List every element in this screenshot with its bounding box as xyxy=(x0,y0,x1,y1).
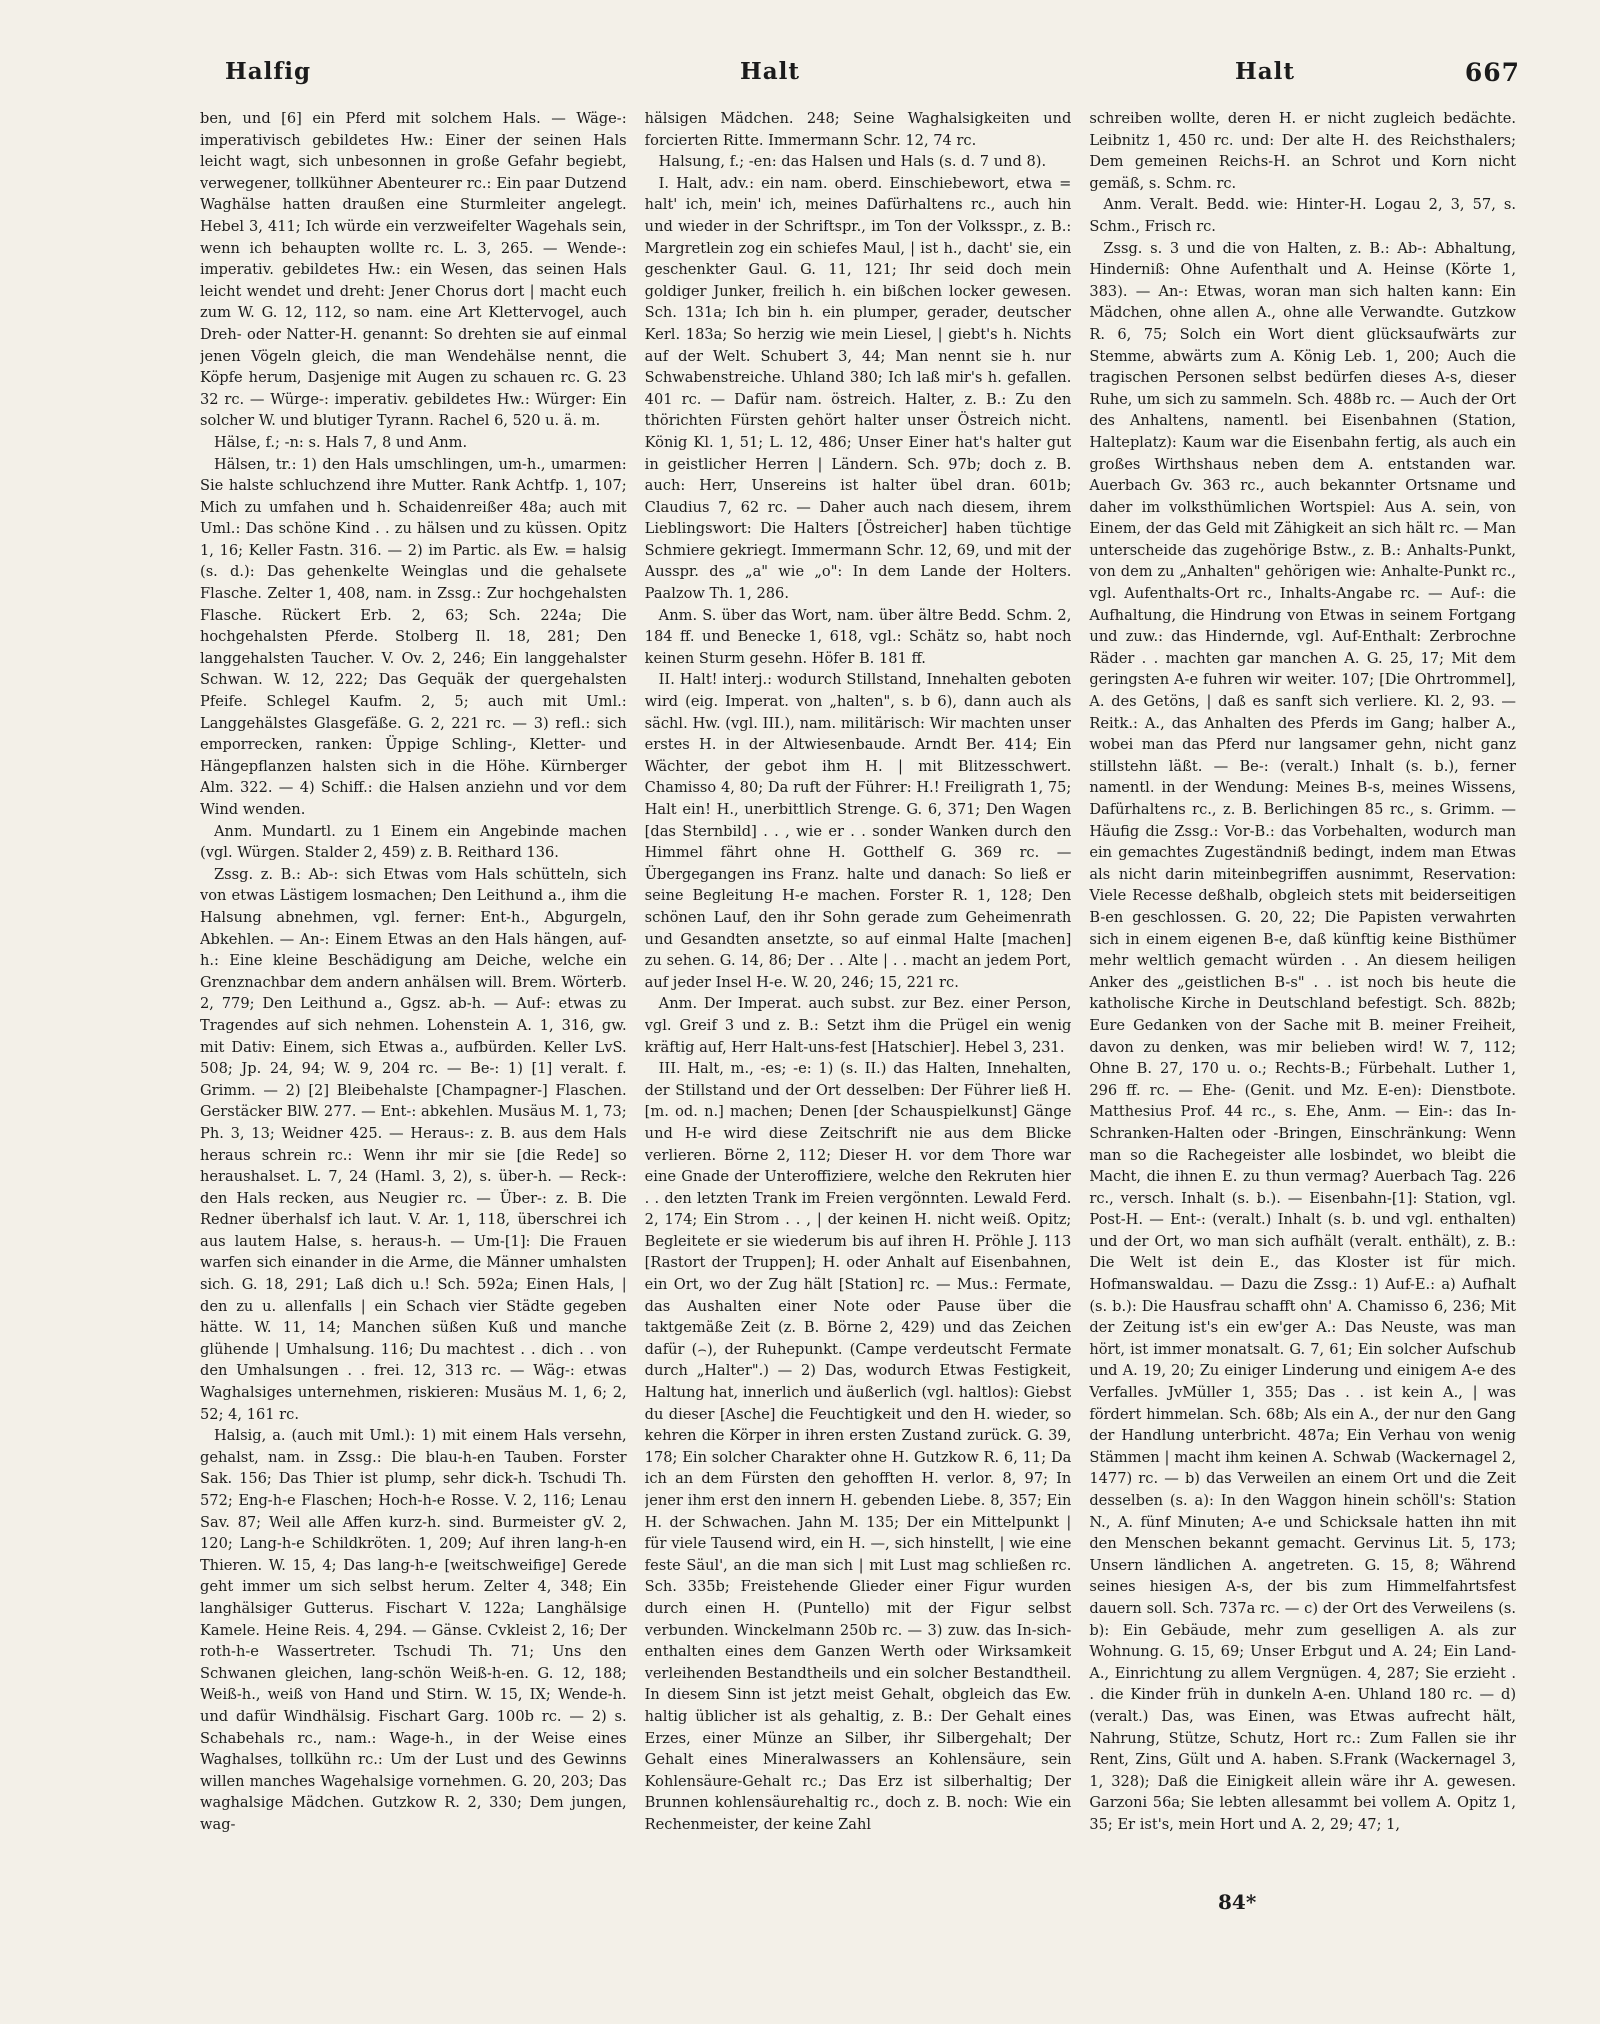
entry-paragraph: II. Halt! interj.: wodurch Stillstand, Innehalten geboten wird (eig. Imperat. von „halten", s. b 6), dann auch als sächl. Hw. (vgl. III.), nam. militärisch: Wir machten unser erstes H. in der Altwiesenbaude. Arndt Ber. 414; Ein Wächter, der gebot ihm H. | mit Blitzesschwert. Chamisso 4, 80; Da ruft der Führer: H.! Freiligrath 1, 75; Halt ein! H., unerbittlich Strenge. G. 6, 371; Den Wagen [das Sternbild] . . , wie er . . sonder Wanken durch den Himmel fährt ohne H. Gotthelf G. 369 rc. — Übergegangen ins Franz. halte und danach: So ließ er seine Begleitung H-e machen. Forster R. 1, 128; Den schönen Lauf, den ihr Sohn gerade zum Geheimenrath und Gesandten ansetzte, so auf einmal Halte [machen] zu sehen. G. 14, 86; Der . . Alte | . . macht an jedem Port, auf jeder Insel H-e. W. 20, 246; 15, 221 rc. xyxy=(644,671,1072,991)
entry-paragraph: Halsig, a. (auch mit Uml.): 1) mit einem Hals versehn, gehalst, nam. in Zssg.: Die blau-h-en Tauben. Forster Sak. 156; Das Thier ist plump, sehr dick-h. Tschudi Th. 572; Eng-h-e Flaschen; Hoch-h-e Rosse. V. 2, 116; Lenau Sav. 87; Weil alle Affen kurz-h. sind. Burmeister gV. 2, 120; Lang-h-e Schildkröten. 1, 209; Auf ihren lang-h-en Thieren. W. 15, 4; Das lang-h-e [weitschweifige] Gerede geht immer um sich selbst herum. Zelter 4, 348; Ein langhälsiger Gutterus. Fischart V. 122a; Langhälsige Kamele. Heine Reis. 4, 294. — Gänse. Cvkleist 2, 16; Der roth-h-e Wassertreter. Tschudi Th. 71; Uns den Schwanen gleichen, lang-schön Weiß-h-en. G. 12, 188; Weiß-h., weiß von Hand und Stirn. W. 15, IX; Wende-h. und dafür Windhälsig. Fischart Garg. 100b rc. — 2) s. Schabehals rc., nam.: Wage-h., in der Weise eines Waghalses, tollkühn rc.: Um der Lust und des Gewinns willen manches Wagehalsige vornehmen. G. 20, 203; Das waghalsige Mädchen. Gutzkow R. 2, 330; Dem jungen, wag- xyxy=(200,1427,627,1833)
entry-paragraph: I. Halt, adv.: ein nam. oberd. Einschiebewort, etwa = halt' ich, mein' ich, meines Dafürhaltens rc., auch hin und wieder in der Schriftspr., im Ton der Volksspr., z. B.: Margretlein zog ein schiefes Maul, | ist h., dacht' sie, ein geschenkter Gaul. G. 11, 121; Ihr seid doch mein goldiger Junker, freilich h. ein bißchen locker gewesen. Sch. 131a; Ich bin h. ein plumper, gerader, deutscher Kerl. 183a; So herzig wie mein Liesel, | giebt's h. Nichts auf der Welt. Schubert 3, 44; Man nennt sie h. nur Schwabenstreiche. Uhland 380; Ich laß mir's h. gefallen. 401 rc. — Dafür nam. östreich. Halter, z. B.: Zu den thörichten Fürsten gehört halter unser Östreich nicht. König Kl. 1, 51; L. 12, 486; Unser Einer hat's halter gut in geistlicher Herren | Ländern. Sch. 97b; doch z. B. auch: Herr, Unsereins ist halter übel dran. 601b; Claudius 7, 62 rc. — Daher auch nach diesem, ihrem Lieblingswort: Die Halters [Östreicher] haben tüchtige Schmiere gekriegt. Immermann Schr. 12, 69, und mit der Ausspr. des „a" wie „o": In dem Lande der Holters. Paalzow Th. 1, 286. xyxy=(644,174,1072,603)
entry-paragraph: Anm. S. über das Wort, nam. über ältre Bedd. Schm. 2, 184 ff. und Benecke 1, 618, vgl.: Schätz so, habt noch keinen Sturm gesehn. Höfer B. 181 ff. xyxy=(644,606,1072,667)
entry-paragraph: Anm. Mundartl. zu 1 Einem ein Angebinde machen (vgl. Würgen. Stalder 2, 459) z. B. Reithard 136. xyxy=(200,822,627,862)
running-head xyxy=(200,58,1520,98)
entry-paragraph: Halsung, f.; -en: das Halsen und Hals (s. d. 7 und 8). xyxy=(658,153,1047,171)
entry-paragraph: Zssg. z. B.: Ab-: sich Etwas vom Hals schütteln, sich von etwas Lästigem losmachen; Den Leithund a., ihm die Halsung abnehmen, vgl. ferner: Ent-h., Abgurgeln, Abkehlen. — An-: Einem Etwas an den Hals hängen, auf-h.: Eine kleine Beschädigung am Deiche, welche ein Grenznachbar dem andern anhälsen will. Brem. Wörterb. 2, 779; Den Leithund a., Ggsz. ab-h. — Auf-: etwas zu Tragendes auf sich nehmen. Lohenstein A. 1, 316, gw. mit Dativ: Einem, sich Etwas a., aufbürden. Keller LvS. 508; Jp. 24, 94; W. 9, 204 rc. — Be-: 1) [1] veralt. f. Grimm. — 2) [2] Bleibehalste [Champagner-] Flaschen. Gerstäcker BlW. 277. — Ent-: abkehlen. Musäus M. 1, 73; Ph. 3, 13; Weidner 425. — Heraus-: z. B. aus dem Hals heraus schrein rc.: Wenn ihr mir sie [die Rede] so heraushalset. L. 7, 24 (Haml. 3, 2), s. über-h. — Reck-: den Hals recken, aus Neugier rc. — Über-: z. B. Die Redner überhalsf ich laut. V. Ar. 1, 118, überschrei ich aus lautem Halse, s. heraus-h. — Um-[1]: Die Frauen warfen sich einander in die Arme, die Männer umhalsten sich. G. 18, 291; Laß dich u.! Sch. 592a; Einen Hals, | den zu u. allenfalls | ein Schach vier Städte gegeben hätte. W. 11, 14; Manchen süßen Kuß und manche glühende | Umhalsung. 116; Du machtest . . dich . . von den Umhalsungen . . frei. 12, 313 rc. — Wäg-: etwas Waghalsiges unternehmen, riskieren: Musäus M. 1, 6; 2, 52; 4, 161 rc. xyxy=(200,865,627,1423)
page-number: 667 xyxy=(1464,58,1520,87)
entry-paragraph: Zssg. s. 3 und die von Halten, z. B.: Ab-: Abhaltung, Hinderniß: Ohne Aufenthalt und A. Heinse (Körte 1, 383). — An-: Etwas, woran man sich halten kann: Ein Mädchen, ohne allen A., ohne alle Verwandte. Gutzkow R. 6, 75; Solch ein Wort dient glücksaufwärts zur Stemme, abwärts zum A. König Leb. 1, 200; Auch die tragischen Personen selbst bedürfen dieses A-s, dieser Ruhe, um sich zu sammeln. Sch. 488b rc. — Auch der Ort des Anhaltens, namentl. bei Eisenbahnen (Station, Halteplatz): Kaum war die Eisenbahn fertig, als auch ein großes Wirthshaus neben dem A. entstanden war. Auerbach Gv. 363 rc., auch bekannter Ortsname und daher im volksthümlichen Wortspiel: Aus A. sein, von Einem, der das Geld mit Zähigkeit an sich hält rc. — Man unterscheide das zugehörige Bstw., z. B.: Anhalts-Punkt, von dem zu „Anhalten" gehörigen wie: Anhalte-Punkt rc., vgl. Aufenthalts-Ort rc., Inhalts-Angabe rc. — Auf-: die Aufhaltung, die Hindrung von Etwas in seinem Fortgang und zuw.: das Hindernde, vgl. Auf-Enthalt: Zerbrochne Räder . . machten gar manchen A. G. 25, 17; Mit dem geringsten A-e fuhren wir weiter. 107; [Die Ohrtrommel], A. des Getöns, | daß es sanft sich verliere. Kl. 2, 93. — Reitk.: A., das Anhalten des Pferds im Gang; halber A., wobei man das Pferd nur langsamer gehn, nicht ganz stillstehn läßt. — Be-: (veralt.) Inhalt (s. b.), ferner namentl. in der Wendung: Meines B-s, meines Wissens, Dafürhaltens rc., z. B. Berlichingen 85 rc., s. Grimm. — Häufig die Zssg.: Vor-B.: das Vorbehalten, wodurch man ein gemachtes Zugeständniß bedingt, indem man Etwas als nicht darin miteinbegriffen ausnimmt, Reservation: Viele Recesse deßhalb, obgleich stets mit beiderseitigen B-en geschlossen. G. 20, 22; Die Papisten verwahrten sich in einem eigenen B-e, daß künftig keine Bisthümer mehr weltlich gemacht würden . . An diesem heiligen Anker des „geistlichen B-s" . . ist noch bis heute die katholische Kirche in Deutschland befestigt. Sch. 882b; Eure Gedanken von der Sache mit B. meiner Freiheit, davon zu denken, was mir belieben wird! W. 7, 112; Ohne B. 27, 170 u. o.; Rechts-B.; Fürbehalt. Luther 1, 296 ff. rc. — Ehe- (Genit. und Mz. E-en): Dienstbote. Matthesius Prof. 44 rc., s. Ehe, Anm. — Ein-: das In-Schranken-Halten oder -Bringen, Einschränkung: Wenn man so die Rachegeister alle losbindet, wo bleibt die Macht, die ihnen E. zu thun vermag? Auerbach Tag. 226 rc., versch. Inhalt (s. b.). — Eisenbahn-[1]: Station, vgl. Post-H. — Ent-: (veralt.) Inhalt (s. b. und vgl. enthalten) und der Ort, wo man sich aufhält (veralt. enthält), z. B.: Die Welt ist dein E., das Kloster ist für mich. Hofmanswaldau. — Dazu die Zssg.: 1) Auf-E.: a) Aufhalt (s. b.): Die Hausfrau schafft ohn' A. Chamisso 6, 236; Mit der Zeitung ist's ein ew'ger A.: Das Neuste, was man hört, ist immer monatsalt. G. 7, 61; Ein solcher Aufschub und A. 19, 20; Zu einiger Linderung und einigem A-e des Verfalles. JvMüller 1, 355; Das . . ist kein A., | was fördert himmelan. Sch. 68b; Als ein A., der nur den Gang der Handlung unterbricht. 487a; Ein Verhau von wenig Stämmen | macht ihm keinen A. Schwab (Wackernagel 2, 1477) rc. — b) das Verweilen an einem Ort und die Zeit desselben (s. a): In den Waggon hinein schöll's: Station N., A. fünf Minuten; A-e und Schicksale hatten ihn mit den Menschen bekannt gemacht. Gervinus Lit. 5, 173; Unsern ländlichen A. angetreten. G. 15, 8; Während seines hiesigen A-s, der bis zum Himmelfahrtsfest dauern soll. Sch. 737a rc. — c) der Ort des Verweilens (s. b): Ein Gebäude, mehr zum geselligen A. als zur Wohnung. G. 15, 69; Unser Erbgut und A. 24; Ein Land-A., Einrichtung zu allem Vergnügen. 4, 287; Sie erzieht . . die Kinder früh in dunkeln A-en. Uhland 180 rc. — d) (veralt.) Das, was Einen, was Etwas aufrecht hält, Nahrung, Stütze, Schutz, Hort rc.: Zum Fallen sie ihr Rent, Zins, Gült und A. haben. S.Frank (Wackernagel 3, 1, 328); Daß die Einigkeit allein wäre ihr A. gewesen. Garzoni 56a; Sie lebten allesammt bei vollem A. Opitz 1, 35; Er ist's, mein Hort und A. 2, 29; 47; 1, xyxy=(1089,239,1516,1833)
running-head-center: Halt xyxy=(740,58,800,85)
column-1 xyxy=(200,108,627,1904)
entry-paragraph: hälsigen Mädchen. 248; Seine Waghalsigkeiten und forcierten Ritte. Immermann Schr. 12, 74 rc. xyxy=(644,110,1072,149)
running-head-left: Halfig xyxy=(225,58,312,85)
entry-paragraph: Anm. Der Imperat. auch subst. zur Bez. einer Person, vgl. Greif 3 und z. B.: Setzt ihm die Prügel ein wenig kräftig auf, Herr Halt-uns-fest [Hatschier]. Hebel 3, 231. xyxy=(644,995,1072,1056)
entry-paragraph: Hälse, f.; -n: s. Hals 7, 8 und Anm. xyxy=(214,433,468,451)
entry-paragraph: Anm. Veralt. Bedd. wie: Hinter-H. Logau 2, 3, 57, s. Schm., Frisch rc. xyxy=(1089,196,1516,235)
running-head-right: Halt xyxy=(1235,58,1295,85)
text-columns xyxy=(200,108,1516,1904)
column-3 xyxy=(1089,108,1516,1904)
printer-signature: 84* xyxy=(1218,1890,1257,1914)
entry-paragraph: III. Halt, m., -es; -e: 1) (s. II.) das Halten, Innehalten, der Stillstand und der Ort desselben: Der Führer ließ H. [m. od. n.] machen; Denen [der Schauspielkunst] Gänge und H-e wird diese Zeitschrift nie aus dem Blicke verlieren. Börne 2, 112; Dieser H. vor dem Thore war eine Gnade der Unteroffiziere, welche den Rekruten hier . . den letzten Trank im Freien vergönnten. Lewald Ferd. 2, 174; Ein Strom . . , | der keinen H. nicht weiß. Opitz; Begleitete er sie wiederum bis auf ihren H. Pröhle J. 113 [Rastort der Truppen]; H. oder Anhalt auf Eisenbahnen, ein Ort, wo der Zug hält [Station] rc. — Mus.: Fermate, das Aushalten einer Note oder Pause über die taktgemäße Zeit (z. B. Börne 2, 429) und das Zeichen dafür (⌢), der Ruhepunkt. (Campe verdeutscht Fermate durch „Halter".) — 2) Das, wodurch Etwas Festigkeit, Haltung hat, innerlich und äußerlich (vgl. haltlos): Giebst du dieser [Asche] die Feuchtigkeit und den H. wieder, so kehren die Körper in ihren ersten Zustand zurück. G. 39, 178; Ein solcher Charakter ohne H. Gutzkow R. 6, 11; Da ich an dem Fürsten den gehofften H. verlor. 8, 97; In jener ihm erst den innern H. gebenden Liebe. 8, 357; Ein H. der Schwachen. Jahn M. 135; Der ein Mittelpunkt | für viele Tausend wird, ein H. —, sich hinstellt, | wie eine feste Säul', an die man sich | mit Lust mag schließen rc. Sch. 335b; Freistehende Glieder einer Figur wurden durch einen H. (Puntello) mit der Figur selbst verbunden. Winckelmann 250b rc. — 3) zuw. das In-sich-enthalten eines dem Ganzen Werth oder Wirksamkeit verleihenden Bestandtheils und ein solcher Bestandtheil. In diesem Sinn ist jetzt meist Gehalt, obgleich das Ew. haltig üblicher ist als gehaltig, z. B.: Der Gehalt eines Erzes, einer Münze an Silber, ihr Silbergehalt; Der Gehalt eines Mineralwassers an Kohlensäure, sein Kohlensäure-Gehalt rc.; Das Erz ist silberhaltig; Der Brunnen kohlensäurehaltig rc., doch z. B. noch: Wie ein Rechenmeister, der keine Zahl xyxy=(644,1060,1072,1833)
column-2 xyxy=(645,108,1072,1904)
entry-paragraph: schreiben wollte, deren H. er nicht zugleich bedächte. Leibnitz 1, 450 rc. und: Der alte H. des Reichsthalers; Dem gemeinen Reichs-H. an Schrot und Korn nicht gemäß, s. Schm. rc. xyxy=(1089,110,1516,192)
entry-paragraph: Hälsen, tr.: 1) den Hals umschlingen, um-h., umarmen: Sie halste schluchzend ihre Mutter. Rank Achtfp. 1, 107; Mich zu umfahen und h. Schaidenreißer 48a; auch mit Uml.: Das schöne Kind . . zu hälsen und zu küssen. Opitz 1, 16; Keller Fastn. 316. — 2) im Partic. als Ew. = halsig (s. d.): Das gehenkelte Weinglas und die gehalsete Flasche. Zelter 1, 408, nam. in Zssg.: Zur hochgehalsten Flasche. Rückert Erb. 2, 63; Sch. 224a; Die hochgehalsten Pferde. Stolberg Il. 18, 281; Den langgehalsten Taucher. V. Ov. 2, 246; Ein langgehalster Schwan. W. 12, 222; Das Gequäk der quergehalsten Pfeife. Schlegel Kaufm. 2, 5; auch mit Uml.: Langgehälstes Glasgefäße. G. 2, 221 rc. — 3) refl.: sich emporrecken, ranken: Üppige Schling-, Kletter- und Hängepflanzen halsten sich in die Höhe. Kürnberger Alm. 322. — 4) Schiff.: die Halsen anziehn und vor dem Wind wenden. xyxy=(200,455,627,818)
entry-paragraph: ben, und [6] ein Pferd mit solchem Hals. — Wäge-: imperativisch gebildetes Hw.: Einer der seinen Hals leicht wagt, sich unbesonnen in große Gefahr begiebt, verwegener, tollkühner Abenteurer rc.: Ein paar Dutzend Waghälse hatten draußen eine Sturmleiter angelegt. Hebel 3, 411; Ich würde ein verzweifelter Wagehals sein, wenn ich behaupten wollte rc. L. 3, 265. — Wende-: imperativ. gebildetes Hw.: ein Wesen, das seinen Hals leicht wendet und dreht: Jener Chorus dort | macht euch zum W. G. 12, 112, so nam. eine Art Klettervogel, auch Dreh- oder Natter-H. genannt: So drehten sie auf einmal jenen Vögeln gleich, die man Wendehälse nennt, die Köpfe herum, Dasjenige mit Augen zu schauen rc. G. 23 32 rc. — Würge-: imperativ. gebildetes Hw.: Würger: Ein solcher W. und blutiger Tyrann. Rachel 6, 520 u. ä. m. xyxy=(200,110,627,430)
